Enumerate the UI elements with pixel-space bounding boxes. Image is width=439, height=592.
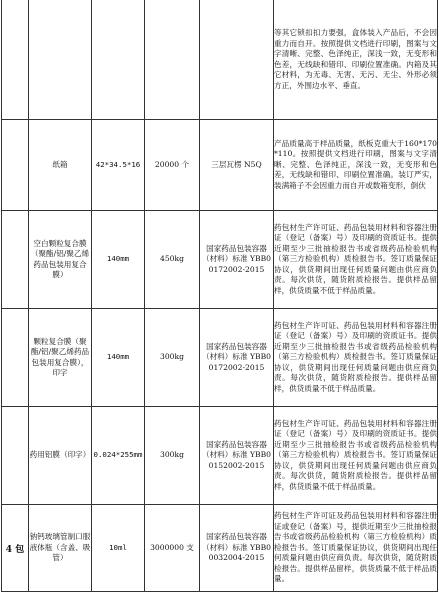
group-cell xyxy=(2,0,29,120)
spec-cell: 140mm xyxy=(92,211,145,309)
group-cell xyxy=(2,407,29,505)
group-cell xyxy=(2,211,29,309)
standard-cell: 三层瓦楞 N5Q xyxy=(200,120,274,211)
standard-cell: 国家药品包装容器（材料）标准 YBB00172002-2015 xyxy=(200,309,274,407)
requirement-cell: 药包材生产许可证、药品包装用材料和容器注册证（登记（备案）号）及印刷的资质证书。提供近期至少三批抽检报告书或省级药品检验机构（第三方检验机构）质检报告书。签订质量保证协议，供货期间出现任何质量问题由供应商负责。每次供货，随货附质检报告。提供样品留样，供货质量不低于样品质量。 xyxy=(274,407,438,505)
quantity-cell: 450kg xyxy=(145,211,200,309)
procurement-spec-table xyxy=(1,0,438,592)
quantity-cell: 20000 个 xyxy=(145,120,200,211)
table-row xyxy=(2,120,438,211)
requirement-cell: 等其它锁扣扣力要强，盒体装入产品后，不会因重力而自开。按照提供文档进行印刷，图案与文字清晰、完整、色泽纯正，深浅一致，无变形和色差，无线缺和错印、印刷位置准确。内箱及其它材料，为无毒、无害、无污、无尘、外形必须方正，外围边水平、垂直。 xyxy=(274,0,438,120)
requirement-cell: 药包材生产许可证、药品包装用材料和容器注册证（登记（备案）号）及印刷的资质证书。提供近期至少三批抽检报告书或省级药品检验机构（第三方检验机构）质检报告书。签订质量保证协议，供货期间出现任何质量问题由供应商负责。每次供货，随货附质检报告。提供样品留样，供货质量不低于样品质量。 xyxy=(274,309,438,407)
requirement-cell: 药包材生产许可证及药品包装用材料和容器注册证或登记（备案）号，提供近期至少三批抽检报告书或省级药品检验机构（第三方检验机构）质检报告书。签订质量保证协议，供货期间出现任何质量问题由供应商负责。每次供货，随货附质检报告。提供样品留样，供货质量不低于样品质量。 xyxy=(274,505,438,592)
group-cell xyxy=(2,120,29,211)
standard-cell: 国家药品包装容器（材料）标准 YBB00172002-2015 xyxy=(200,211,274,309)
standard-cell: 国家药品包装容器（材料）标准 YBB00152002-2015 xyxy=(200,407,274,505)
material-name-cell: 颗粒复合膜（聚酯/铝/聚乙烯药品包装用复合膜），印字 xyxy=(29,309,92,407)
table-row xyxy=(2,0,438,120)
group-cell xyxy=(2,309,29,407)
spec-cell xyxy=(92,0,145,120)
material-name-cell: 纸箱 xyxy=(29,120,92,211)
spec-cell: 0.024*255mm xyxy=(92,407,145,505)
standard-cell xyxy=(200,0,274,120)
table-row xyxy=(2,407,438,505)
quantity-cell xyxy=(145,0,200,120)
spec-cell: 140mm xyxy=(92,309,145,407)
requirement-cell: 产品质量高于样品质量，纸板克重大于160*170*110。按照提供文档进行印刷，图案与文字清晰、完整、色泽纯正，深浅一致，无变形和色差，无线缺和错印、印刷位置准确。装订严实，装满箱子不会因重力而自开或数箱变形，倒伏 xyxy=(274,120,438,211)
standard-cell: 国家药品包装容器（材料）标准 YBB00032004-2015 xyxy=(200,505,274,592)
material-name-cell: 空白颗粒复合膜（聚酯/铝/聚乙烯药品包装用复合膜） xyxy=(29,211,92,309)
table-row xyxy=(2,211,438,309)
spec-cell: 42*34.5*16 xyxy=(92,120,145,211)
table-row xyxy=(2,309,438,407)
quantity-cell: 300kg xyxy=(145,309,200,407)
quantity-cell: 300kg xyxy=(145,407,200,505)
requirement-cell: 药包材生产许可证、药品包装用材料和容器注册证（登记（备案）号）及印刷的资质证书。提供近期至少三批抽检报告书或省级药品检验机构（第三方检验机构）质检报告书。签订质量保证协议，供货期间出现任何质量问题由供应商负责。每次供货，随货附质检报告。提供样品留样，供货质量不低于样品质量。 xyxy=(274,211,438,309)
spec-cell: 10ml xyxy=(92,505,145,592)
group-cell: 4 包 xyxy=(2,505,29,592)
table-row xyxy=(2,505,438,592)
material-name-cell: 药用铝膜（印字） xyxy=(29,407,92,505)
quantity-cell: 3000000 支 xyxy=(145,505,200,592)
material-name-cell: 钠钙玻璃管制口服液体瓶（含盖、吸管） xyxy=(29,505,92,592)
material-name-cell xyxy=(29,0,92,120)
